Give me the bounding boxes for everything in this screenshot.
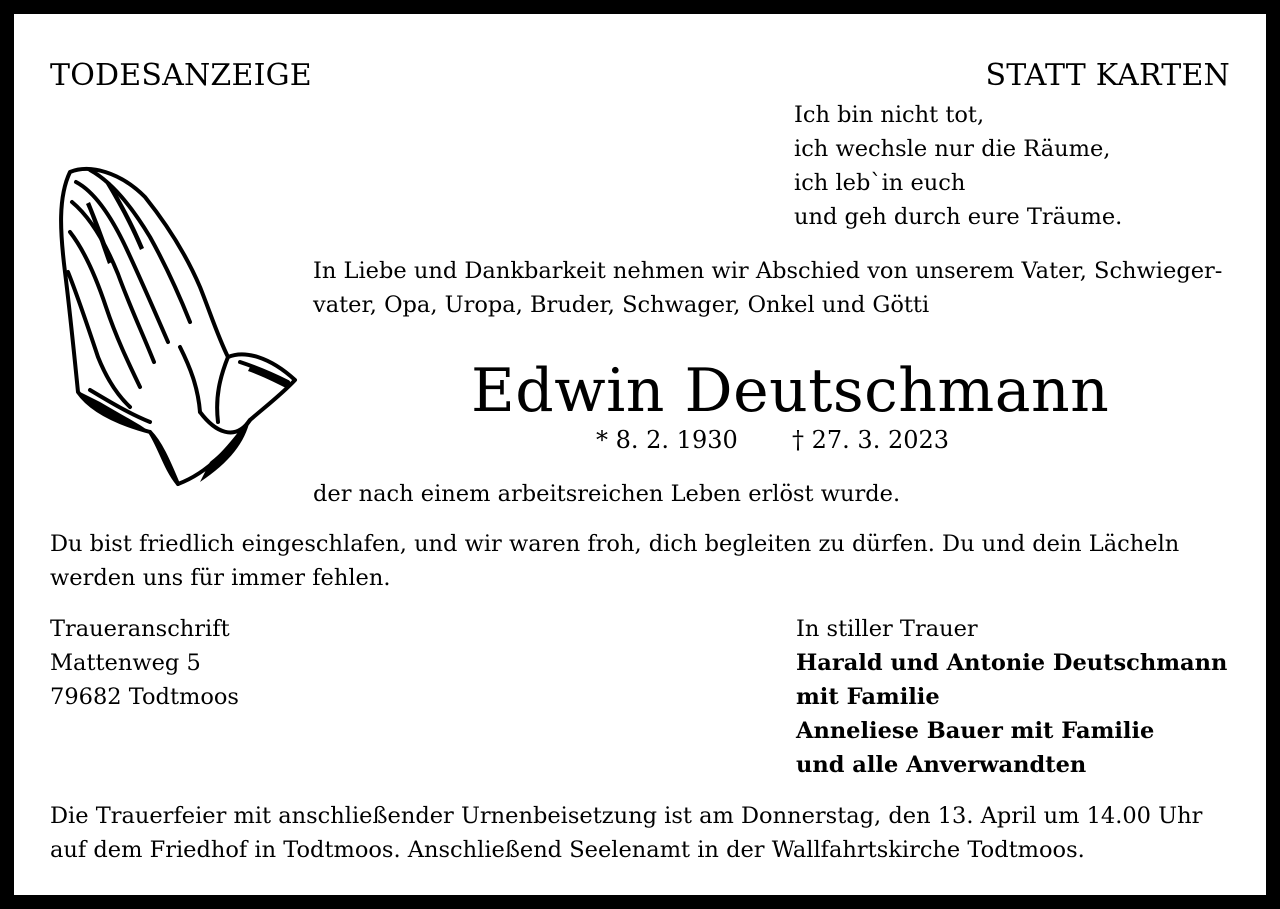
birth-date: * 8. 2. 1930 [596, 426, 738, 454]
death-date: † 27. 3. 2023 [792, 426, 950, 454]
poem [794, 98, 1122, 234]
poem-line: ich leb`in euch [794, 170, 966, 196]
mourner-name: Anneliese Bauer mit Familie [796, 718, 1155, 744]
praying-hands-icon [50, 162, 300, 492]
mourners-intro: In stiller Trauer [796, 616, 978, 642]
header-right-title: STATT KARTEN [985, 58, 1230, 93]
obituary-card [14, 14, 1266, 895]
mourning-address [50, 612, 239, 714]
intro-line: vater, Opa, Uropa, Bruder, Schwager, Onkel und Götti [313, 292, 930, 318]
released-text: der nach einem arbeitsreichen Leben erlöst wurde. [313, 481, 901, 507]
mourner-name: und alle Anverwandten [796, 752, 1087, 778]
address-city: 79682 Todtmoos [50, 684, 239, 710]
address-street: Mattenweg 5 [50, 650, 201, 676]
funeral-line: auf dem Friedhof in Todtmoos. Anschließend Seelenamt in der Wallfahrtskirche Todtmoos. [50, 837, 1085, 863]
mourner-name: mit Familie [796, 684, 940, 710]
poem-line: Ich bin nicht tot, [794, 102, 985, 128]
funeral-info [50, 799, 1202, 867]
intro-text [313, 254, 1222, 322]
address-label: Traueranschrift [50, 616, 230, 642]
mourner-name: Harald und Antonie Deutschmann [796, 650, 1228, 676]
farewell-line: Du bist friedlich eingeschlafen, und wir waren froh, dich begleiten zu dürfen. Du und dein Lächeln [50, 531, 1180, 557]
mourners-block [796, 612, 1227, 782]
poem-line: und geh durch eure Träume. [794, 204, 1123, 230]
funeral-line: Die Trauerfeier mit anschließender Urnenbeisetzung ist am Donnerstag, den 13. April um 14.00 Uhr [50, 803, 1203, 829]
deceased-name: Edwin Deutschmann [471, 356, 1110, 426]
header-left-title: TODESANZEIGE [50, 58, 312, 93]
farewell-line: werden uns für immer fehlen. [50, 565, 391, 591]
intro-line: In Liebe und Dankbarkeit nehmen wir Abschied von unserem Vater, Schwieger- [313, 258, 1223, 284]
poem-line: ich wechsle nur die Räume, [794, 136, 1111, 162]
farewell-text [50, 527, 1179, 595]
